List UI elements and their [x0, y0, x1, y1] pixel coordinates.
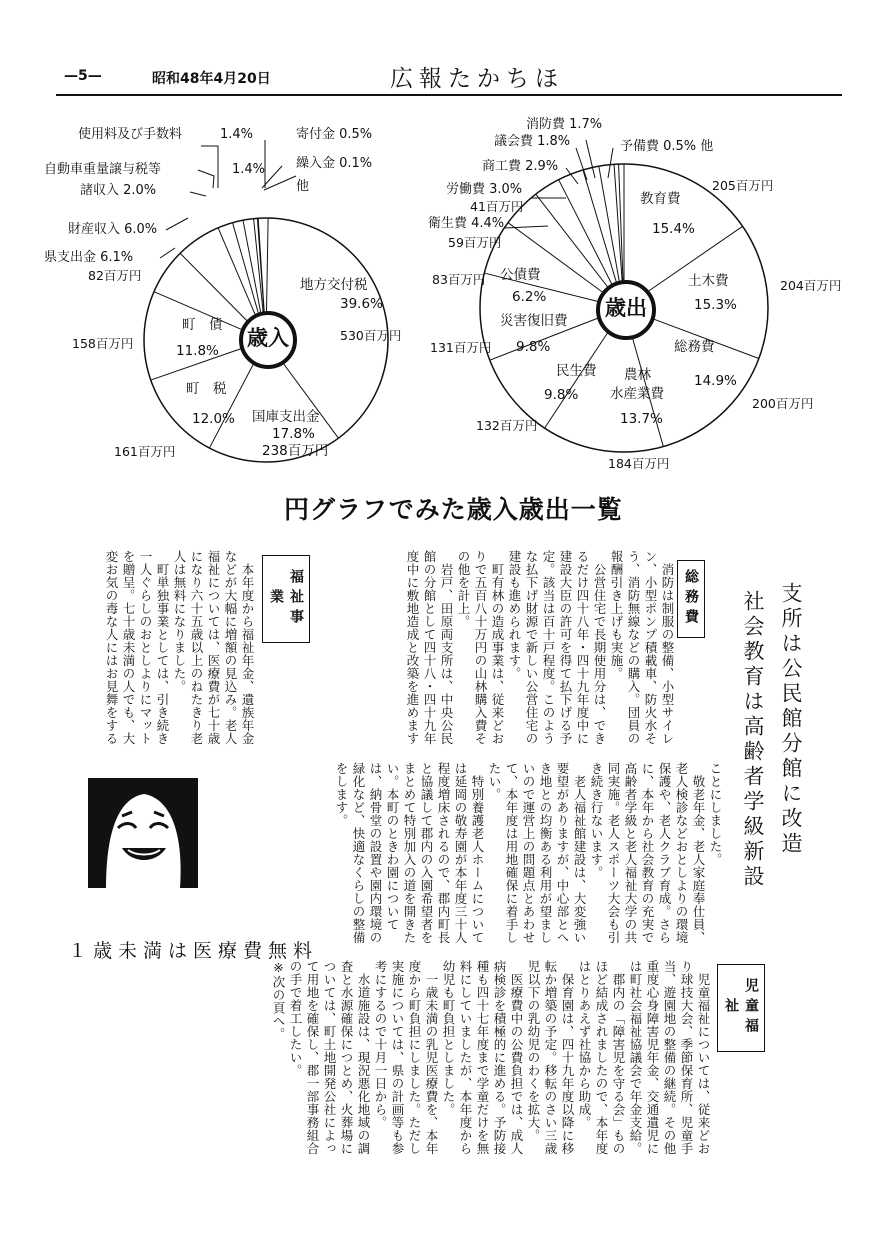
rev-slice-kokko-amount: 238百万円	[262, 443, 329, 459]
exp-label-yobi: 予備費 0.5% 他	[620, 139, 714, 154]
exp-slice-norin-amount: 184百万円	[608, 456, 670, 471]
exp-slice-kosai-name: 公債費	[500, 267, 541, 283]
exp-label-gikai: 議会費 1.8%	[494, 134, 571, 149]
exp-slice-saigai-pct: 9.8%	[516, 339, 551, 355]
page-number: —5—	[64, 68, 102, 84]
rev-slice-kokko-pct: 17.8%	[272, 426, 315, 442]
exp-label-eisei-amount: 59百万円	[448, 235, 502, 250]
exp-label-rodo: 労働費 3.0%	[446, 182, 523, 197]
section-title-jido: 児童福祉	[717, 964, 765, 1052]
somu-body: 消防は制服の整備、小型サイレン、小型ポンプ積載車、防火水そう、消防無線などの購入。団員の報酬引き上げも実施。 公営住宅で長期使用分は、できるだけ四十八年・四十九年度中に建設大臣の許可を得て払下げる予定。該当は百十戸程度。このような払下げ財源で新しい公営住宅の建設も進められます。 町有林の造成事業は、従来どおりで五百八十万円の山林購入費その他を計上。 岩戸、田原両支所は、中央公民館の分館として四十八・四十九年度中に敷地造成と改築を進めます	[405, 550, 675, 745]
exp-slice-kyoiku-pct: 15.4%	[652, 221, 695, 237]
rev-slice-chozei-name: 町 税	[186, 381, 227, 397]
smiling-face-illustration	[88, 778, 198, 888]
exp-label-rodo-amount: 41百万円	[470, 199, 524, 214]
rev-slice-chosai-pct: 11.8%	[176, 343, 219, 359]
rev-slice-chiho-name: 地方交付税	[300, 277, 368, 293]
rev-label-hoka: 他	[296, 179, 310, 194]
exp-slice-kyoiku-name: 教育費	[640, 191, 681, 207]
rev-label-shiyo: 使用料及び手数料	[78, 127, 183, 142]
rev-label-ken: 県支出金 6.1%	[44, 250, 134, 265]
exp-slice-doboku-name: 土木費	[688, 273, 729, 289]
exp-label-eisei: 衛生費 4.4%	[428, 216, 505, 231]
fukushi-body: 本年度から福祉年金、遺族年金などが大幅に増額の見込み。老人福祉については、医療費が七十歳になり六十五歳以上のねたきり老人は無料になりました。 町単独事業としては、引き続き一人ぐらしのおとしよりにマットを贈呈。七十歳未満の人でも、大変お気の毒な人にはお見舞をする	[104, 550, 255, 745]
exp-slice-norin-name2: 水産業費	[610, 386, 664, 402]
chart-heading: 円グラフでみた歳入歳出一覧	[284, 495, 623, 524]
expenditure-center-label: 歳出	[605, 296, 647, 320]
exp-slice-doboku-amount: 204百万円	[780, 278, 842, 293]
rev-label-shoshu: 諸収入 2.0%	[80, 183, 157, 198]
exp-slice-saigai-name: 災害復旧費	[500, 313, 568, 329]
rev-slice-chozei-amount: 161百万円	[114, 444, 176, 459]
exp-slice-minsei-pct: 9.8%	[544, 387, 579, 403]
rev-label-kurire: 繰入金 0.1%	[296, 156, 373, 171]
infant-medical-heading: １歳未満は医療費無料	[68, 940, 319, 962]
jido-body: 児童福祉については、従来どおり球技大会、季節保育所、児童手当、遊園地の整備の継続。その他重度心身障害児年金、交通遺児には町社会福祉協議会で年金支給。 郡内の「障害児を守る会」ものほど結成されましたので、本年度はとりあえず社協から助成。 保育園は、四十九年度以降に移転か増築の予定。移転のさい三歳児以下の乳幼児のわくを拡大。 医療費中の公費負担では、成人病検診を積極的に進める。予防接種も四十七年度まで学童だけを無料にしていましたが、本年度から幼児も町負担としました。 一歳未満の乳児医療費を、本年度から町負担にしました。ただし実施については、県の計画等も参考にするので十月一日から。 水道施設は、現況悪化地域の調査と水源確保につとめ、火葬場については、町土地開発公社によって用地を確保し、郡一部事務組合の手で着工したい。 ※次の頁へ。	[271, 960, 711, 1155]
rev-label-jidosha: 自動車重量譲与税等	[44, 162, 162, 177]
rev-label-ken-amount: 82百万円	[88, 268, 142, 283]
rev-slice-kokko-name: 国庫支出金	[252, 409, 320, 425]
section-title-somu: 総務費	[677, 560, 705, 638]
newsletter-title: 広報たかちほ	[390, 66, 564, 92]
section-title-fukushi: 福祉事業	[262, 555, 310, 643]
rev-slice-chosai-amount: 158百万円	[72, 336, 134, 351]
rev-slice-chosai-name: 町 債	[182, 317, 223, 333]
exp-slice-kosai-pct: 6.2%	[512, 289, 547, 305]
exp-slice-norin-pct: 13.7%	[620, 411, 663, 427]
exp-slice-saigai-amount: 131百万円	[430, 340, 492, 355]
welfare-continued-body: ことにしました。 敬老年金、老人家庭奉仕員、老人検診などおとしよりの環境保護や、老人クラブ育成。さらに、本年から社会教育の充実で高齢者学級と老人福祉大学の共同実施。老人スポーツ大会も引き続き行ないます。 老人福祉館建設は、大変強い要望がありますが、中心部とへき地との均衡ある利用が望ましいので運営上の問題点とあわせて、本年度は用地確保に着手したい。 特別養護老人ホームについては延岡の敬寿園が本年度三十人程度増床されるので、郡内町長と協議して郡内の入園希望者をまとめて特別加入の道を開きたい。本町のときわ園については、納骨堂の設置や園内環境の緑化など、快適なくらしの整備をします。	[334, 762, 723, 944]
exp-slice-minsei-name: 民生費	[556, 363, 597, 379]
exp-label-shoko: 商工費 2.9%	[482, 159, 559, 174]
exp-slice-somu-amount: 200百万円	[752, 396, 814, 411]
rev-label-jidosha-pct: 1.4%	[232, 162, 266, 177]
headline-line-2: 社会教育は高齢者学級新設	[741, 590, 765, 890]
exp-label-kosai-amount: 83百万円	[432, 272, 486, 287]
rev-label-kifu: 寄付金 0.5%	[296, 127, 373, 142]
exp-label-shobo: 消防費 1.7%	[526, 117, 603, 132]
rev-slice-chiho-pct: 39.6%	[340, 296, 383, 312]
exp-slice-doboku-pct: 15.3%	[694, 297, 737, 313]
headline-line-1: 支所は公民館分館に改造	[779, 582, 803, 857]
rev-label-shiyo-pct: 1.4%	[220, 127, 254, 142]
rev-slice-chiho-amount: 530百万円	[340, 328, 402, 343]
exp-slice-norin-name1: 農林	[624, 367, 651, 383]
rev-label-zaisan: 財産収入 6.0%	[68, 222, 158, 237]
revenue-leaders	[160, 140, 296, 258]
issue-date: 昭和48年4月20日	[152, 71, 271, 87]
revenue-center-label: 歳入	[247, 326, 289, 350]
revenue-pie-chart	[0, 0, 888, 500]
exp-slice-minsei-amount: 132百万円	[476, 418, 538, 433]
exp-slice-somu-pct: 14.9%	[694, 373, 737, 389]
exp-slice-kyoiku-amount: 205百万円	[712, 178, 774, 193]
exp-slice-somu-name: 総務費	[674, 339, 715, 355]
rev-slice-chozei-pct: 12.0%	[192, 411, 235, 427]
